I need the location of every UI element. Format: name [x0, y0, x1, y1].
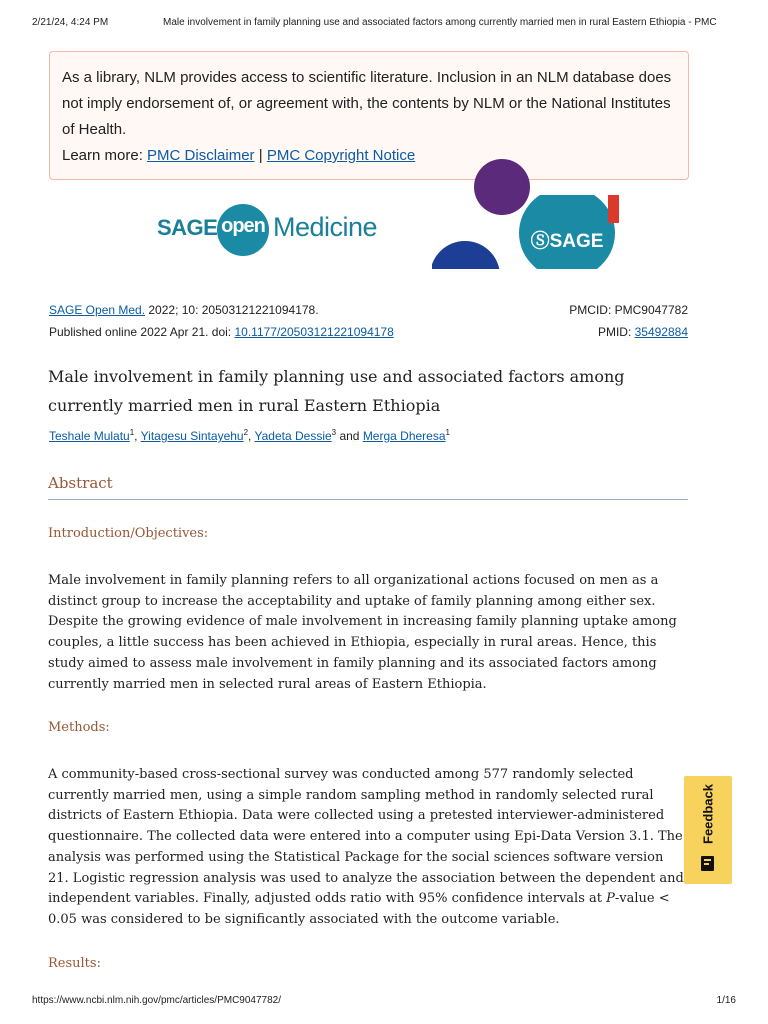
logo-sage-text: SAGE [157, 215, 218, 240]
p-value-symbol: P [606, 891, 615, 907]
author-link[interactable]: Merga Dheresa [362, 429, 446, 443]
pmid [598, 321, 688, 343]
published-row [49, 321, 688, 343]
author-link[interactable]: Yadeta Dessie [254, 429, 332, 443]
abstract-divider [48, 499, 688, 500]
author-and: and [336, 429, 363, 443]
feedback-label: Feedback [700, 784, 716, 844]
author-separator: , [134, 429, 141, 443]
intro-paragraph: Male involvement in family planning refers to all organizational actions focused on men as a distinct group to increase the acceptability and uptake of family planning among either sex. Despite the growing evidence of male involvement in increasing family planning uptake among couples, a little success has been achieved in Ethiopia, especially in rural areas. Hence, this study aimed to assess male involvement in family planning and its associated factors among currently married men in selected rural areas of Eastern Ethiopia. [48, 573, 677, 692]
author-affiliation: 1 [445, 428, 450, 437]
print-page-number: 1/16 [716, 995, 736, 1006]
sage-publisher-logo[interactable]: ⓈSAGE [530, 231, 604, 252]
author-affiliation: 2 [243, 428, 249, 437]
published-label: Published online 2022 Apr 21. doi: [49, 325, 235, 339]
sage-publisher-text: SAGE [549, 231, 604, 252]
journal-link[interactable]: SAGE Open Med. [49, 303, 146, 317]
article-title: Male involvement in family planning use and associated factors among currently married men in rural Eastern Ethiopia [48, 367, 625, 415]
print-page-title: Male involvement in family planning use and associated factors among currently married men in rural Eastern Ethiopia - PMC [163, 17, 717, 28]
author-affiliation: 1 [129, 428, 135, 437]
doi-link[interactable]: 10.1177/20503121221094178 [234, 325, 394, 339]
methods-paragraph [48, 765, 688, 931]
abstract-heading: Abstract [48, 474, 113, 492]
nlm-notice [49, 51, 689, 180]
citation-meta [49, 299, 688, 343]
author-link[interactable]: Yitagesu Sintayehu [140, 429, 244, 443]
logo-open-text: open [221, 215, 265, 237]
pmid-link[interactable]: 35492884 [634, 325, 688, 339]
citation-text: 2022; 10: 20503121221094178. [145, 303, 319, 317]
pmid-label: PMID: [597, 325, 635, 339]
citation-row [49, 299, 688, 321]
author-affiliation: 3 [331, 428, 337, 437]
pmc-copyright-link[interactable]: PMC Copyright Notice [266, 147, 416, 164]
notice-learn-more [62, 143, 676, 169]
intro-heading: Introduction/Objectives: [48, 526, 209, 541]
print-datetime: 2/21/24, 4:24 PM [32, 17, 109, 28]
methods-text-end: -value < 0.05 was considered to be significantly associated with the outcome variable. [48, 891, 670, 927]
learn-more-label: Learn more: [62, 147, 143, 164]
decor-red-shape [608, 195, 619, 223]
journal-banner [157, 195, 619, 269]
methods-heading: Methods: [48, 720, 110, 735]
methods-text: A community-based cross-sectional survey was conducted among 577 randomly selected currently married men, using a simple random sampling method in randomly selected rural districts of Eastern Ethiopia. Data were collected using a pretested interviewer-administered questionnaire. The collected data were entered into a computer using Epi-Data Version 3.1. The analysis was performed using the Statistical Package for the social sciences software version 21. Logistic regression analysis was used to analyze the association between the dependent and independent variables. Finally, adjusted odds ratio with 95% confidence intervals at [48, 767, 684, 907]
feedback-button[interactable] [684, 776, 732, 884]
author-link[interactable]: Teshale Mulatu [49, 429, 130, 443]
print-url: https://www.ncbi.nlm.nih.gov/pmc/articles/PMC9047782/ [32, 995, 281, 1006]
author-list [49, 428, 450, 443]
notice-text: As a library, NLM provides access to scientific literature. Inclusion in an NLM database does not imply endorsement of, or agreement with, the contents by NLM or the National Institutes of Health. [62, 69, 672, 138]
pmcid: PMCID: PMC9047782 [569, 303, 688, 317]
feedback-icon [701, 856, 714, 871]
pmc-disclaimer-link[interactable]: PMC Disclaimer [147, 147, 255, 164]
results-heading: Results: [48, 956, 101, 971]
logo-medicine-text: Medicine [273, 212, 378, 242]
decor-blue-circle [432, 195, 500, 269]
author-separator: , [248, 429, 255, 443]
link-separator: | [258, 147, 263, 164]
